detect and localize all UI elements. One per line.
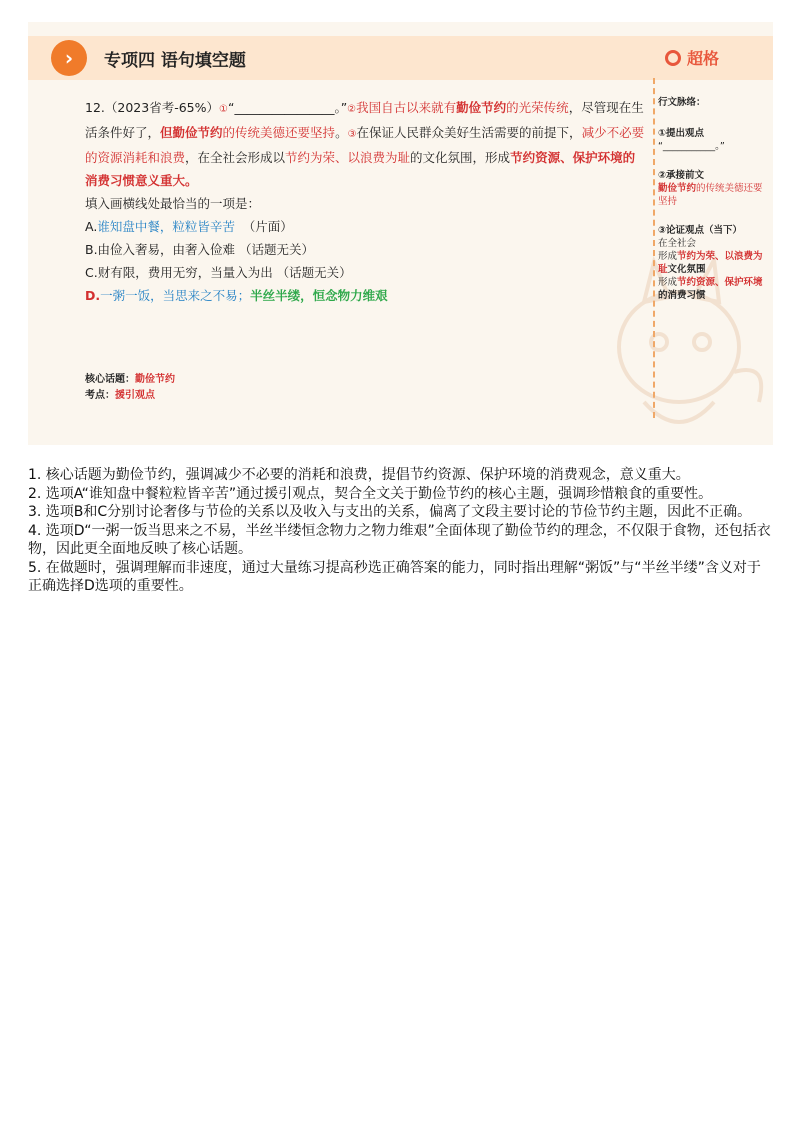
outline-step-3-line3: 形成节约资源、保护环境的消费习惯 [658,277,763,301]
option-a[interactable]: A.谁知盘中餐，粒粒皆辛苦 （片面） [85,219,293,234]
analysis-item: 5. 在做题时，强调理解而非速度，通过大量练习提高秒选正确答案的能力，同时指出理解“粥饭”与“半丝半缕”含义对于正确选择D选项的重要性。 [28,559,761,594]
outline-step-3-line2: 形成节约为荣、以浪费为耻文化氛围 [658,251,763,275]
answer-blank: “________________。” [227,100,348,115]
exam-point: 考点：援引观点 [85,390,155,401]
outline-step-3: ③论证观点（当下） [658,225,743,236]
analysis-item: 1. 核心话题为勤俭节约，强调减少不必要的消耗和浪费，提倡节约资源、保护环境的消费观念，意义重大。 [28,467,690,483]
core-topic: 核心话题：勤俭节约 [85,374,175,385]
brand-name: 超格 [687,49,720,68]
option-b[interactable]: B.由俭入奢易，由奢入俭难 （话题无关） [85,242,315,257]
question-prompt: 填入画横线处最恰当的一项是： [85,196,261,211]
outline-step-3-line1: 在全社会 [658,238,697,249]
passage-text: 12.（2023省考-65%）①“________________。”②我国自古以来就有勤俭节约的光荣传统，尽管现在生活条件好了，但勤俭节约的传统美德还要坚持。③在保证人民群众美好生活需要的前提下，减少不必要的资源消耗和浪费，在全社会形成以节约为荣、以浪费为耻的文化氛围，形成节约资源、保护环境的消费习惯意义重大。 [85,100,645,188]
analysis-item: 3. 选项B和C分别讨论奢侈与节俭的关系以及收入与支出的关系，偏离了文段主要讨论的节俭节约主题，因此不正确。 [28,504,752,520]
slide-title: 专项四 语句填空题 [104,51,246,71]
brand-logo [665,46,719,69]
question-passage [85,96,645,307]
dashed-divider [653,78,655,418]
outline-step-2: ②承接前文 [658,170,705,181]
outline-sidebar [658,96,770,302]
outline-step-1-blank: “___________。” [658,141,725,152]
analysis-text [28,466,773,596]
option-c[interactable]: C.财有限，费用无穷，当量入为出 （话题无关） [85,265,352,280]
lesson-slide [28,22,773,445]
outline-step-2-text: 勤俭节约的传统美德还要坚持 [658,183,763,207]
outline-title: 行文脉络： [658,97,706,108]
brand-g-icon [665,50,681,66]
analysis-item: 4. 选项D“一粥一饭当思来之不易，半丝半缕恒念物力之物力维艰”全面体现了勤俭节约的理念，不仅限于食物，还包括衣物，因此更全面地反映了核心话题。 [28,522,771,557]
chevron-right-icon: › [51,40,87,76]
analysis-item: 2. 选项A“谁知盘中餐粒粒皆辛苦”通过援引观点，契合全文关于勤俭节约的核心主题，强调珍惜粮食的重要性。 [28,485,713,502]
outline-step-1: ①提出观点 [658,128,705,139]
option-d[interactable]: D.一粥一饭，当思来之不易；半丝半缕，恒念物力维艰 [85,288,388,303]
core-topic-block [85,372,175,404]
